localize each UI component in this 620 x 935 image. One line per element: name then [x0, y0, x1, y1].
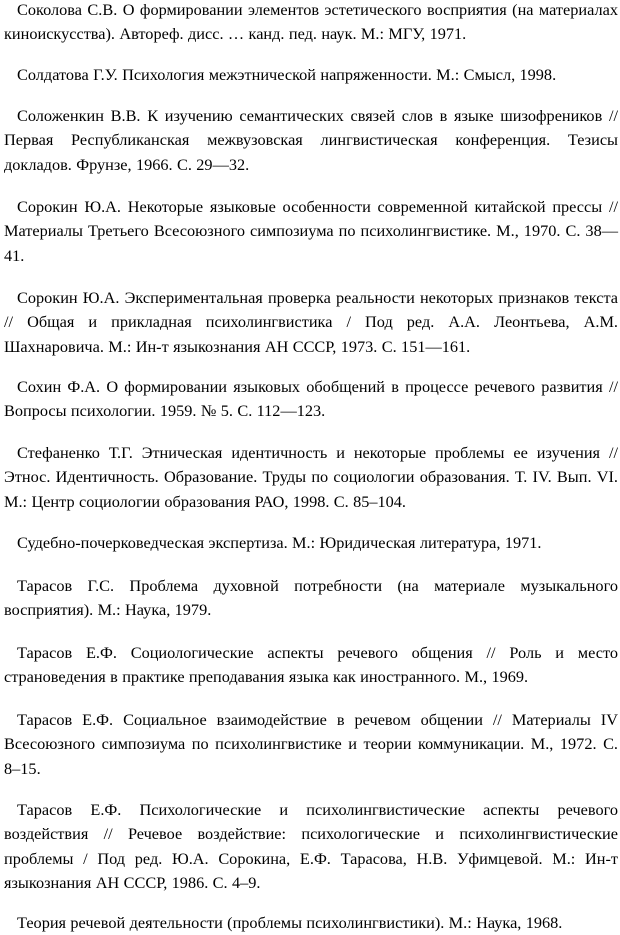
bibliography-entry: Солдатова Г.У. Психология межэтнической напряженности. М.: Смысл, 1998.: [17, 65, 557, 84]
bibliography-entry: Сорокин Ю.А. Некоторые языковые особенности современной китайской прессы // Материалы Третьего Всесоюзного симпозиума по психолингвистике. М., 1970. С. 38—41.: [4, 197, 618, 265]
bibliography-entry: Соложенкин В.В. К изучению семантических связей слов в языке шизофреников // Первая Республиканская межвузовская лингвистическая конференция. Тезисы докладов. Фрунзе, 1966. С. 29—32.: [4, 106, 618, 174]
bibliography-entry: Тарасов Е.Ф. Психологические и психолингвистические аспекты речевого воздействия // Речевое воздействие: психологические и психолингвистические проблемы / Под ред. Ю.А. Сорокина, Е.Ф. Тарасова, Н.В. Уфимцевой. М.: Ин-т языкознания АН СССР, 1986. С. 4–9.: [4, 800, 618, 892]
bibliography-entry: Тарасов Г.С. Проблема духовной потребности (на материале музыкального восприятия). М.: Наука, 1979.: [4, 576, 618, 620]
bibliography-entry: Тарасов Е.Ф. Социологические аспекты речевого общения // Роль и место страноведения в практике преподавания языка как иностранного. М., 1969.: [4, 643, 618, 687]
bibliography-entry: Судебно-почерковедческая экспертиза. М.: Юридическая литература, 1971.: [17, 533, 542, 552]
bibliography-entry: Теория речевой деятельности (проблемы психолингвистики). М.: Наука, 1968.: [17, 913, 563, 932]
bibliography-entry: Соколова С.В. О формировании элементов эстетического восприятия (на материалах киноискусства). Автореф. дисс. … канд. пед. наук. М.: МГУ, 1971.: [4, 0, 618, 44]
bibliography-entry: Тарасов Е.Ф. Социальное взаимодействие в речевом общении // Материалы IV Всесоюзного симпозиума по психолингвистике и теории коммуникации. М., 1972. С. 8–15.: [4, 710, 618, 778]
bibliography-entry: Сорокин Ю.А. Экспериментальная проверка реальности некоторых признаков текста // Общая и прикладная психолингвистика / Под ред. А.А. Леонтьева, А.М. Шахнаровича. М.: Ин-т языкознания АН СССР, 1973. С. 151—161.: [4, 288, 618, 356]
bibliography-entry: Сохин Ф.А. О формировании языковых обобщений в процессе речевого развития // Вопросы психологии. 1959. № 5. С. 112—123.: [4, 377, 618, 421]
bibliography-entry: Стефаненко Т.Г. Этническая идентичность и некоторые проблемы ее изучения // Этнос. Идентичность. Образование. Труды по социологии образования. Т. IV. Вып. VI. М.: Центр социологии образования РАО, 1998. С. 85–104.: [4, 443, 618, 511]
